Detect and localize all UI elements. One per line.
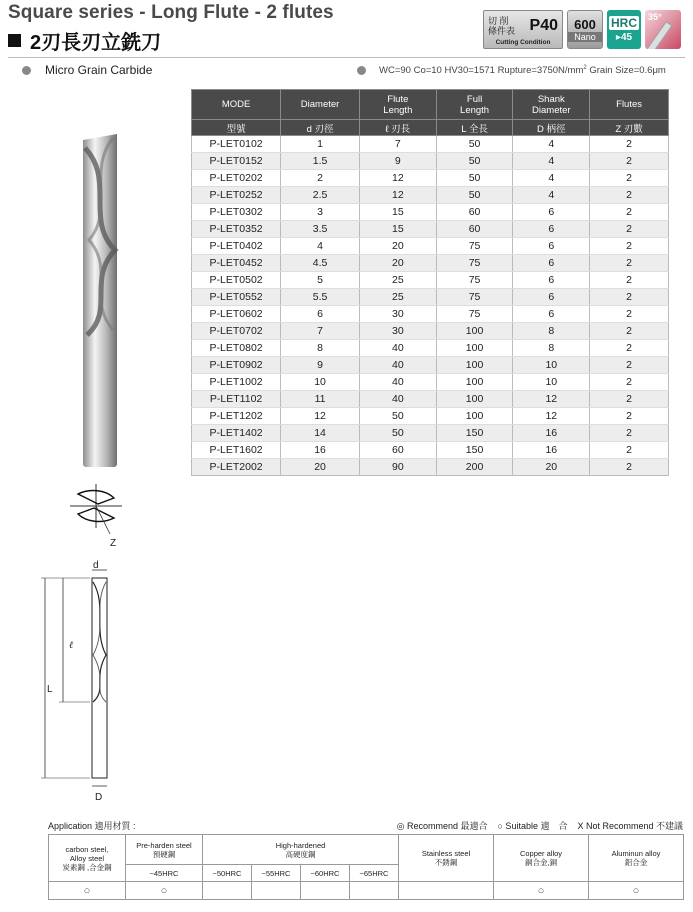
table-row [192, 459, 669, 476]
helix-angle-value: 35° [648, 12, 662, 22]
table-row [192, 442, 669, 459]
end-mill-photo [75, 130, 127, 470]
badge-group [483, 10, 681, 49]
table-cell: 20 [359, 238, 436, 255]
table-cell: P-LET0802 [192, 340, 281, 357]
hrc-label: HRC [611, 16, 637, 30]
app-hrc-65: ~65HRC [350, 865, 399, 882]
app-hrc-60: ~60HRC [301, 865, 350, 882]
helix-tool-icon [645, 21, 672, 49]
table-cell: P-LET0502 [192, 272, 281, 289]
table-cell: 4 [513, 187, 590, 204]
table-cell: 100 [436, 323, 513, 340]
table-cell: 100 [436, 357, 513, 374]
table-cell: 3.5 [281, 221, 360, 238]
table-cell: 200 [436, 459, 513, 476]
table-row [192, 204, 669, 221]
app-carbon-steel: carbon steel, Alloy steel 炭素鋼 ,合金鋼 [49, 835, 126, 882]
table-row [192, 170, 669, 187]
table-cell: 20 [359, 255, 436, 272]
column-header: Flute Length [359, 90, 436, 120]
table-cell: 75 [436, 238, 513, 255]
table-cell: 2 [590, 221, 669, 238]
L-label: L [47, 684, 53, 695]
table-row [192, 221, 669, 238]
table-cell: P-LET1602 [192, 442, 281, 459]
table-cell: 150 [436, 425, 513, 442]
legend-not-recommend: X Not Recommend 不建議 [577, 821, 683, 831]
app-preharden-hrc: ~45HRC [126, 865, 203, 882]
table-cell: 10 [281, 374, 360, 391]
table-cell: 2 [590, 204, 669, 221]
table-cell: 100 [436, 391, 513, 408]
table-cell: 4 [281, 238, 360, 255]
table-cell: 16 [281, 442, 360, 459]
table-cell: 2 [590, 289, 669, 306]
table-cell: P-LET0152 [192, 153, 281, 170]
spec-table [191, 89, 669, 476]
table-cell: 60 [359, 442, 436, 459]
rating-cell: ○ [494, 882, 589, 900]
column-header: Diameter [281, 90, 360, 120]
bullet-icon [357, 66, 366, 75]
table-row [192, 340, 669, 357]
table-cell: P-LET0302 [192, 204, 281, 221]
page-title-en: Square series - Long Flute - 2 flutes [8, 2, 334, 23]
table-cell: 14 [281, 425, 360, 442]
table-cell: 3 [281, 204, 360, 221]
table-cell: 7 [281, 323, 360, 340]
table-cell: 2 [590, 306, 669, 323]
column-header-zh: 型號 [192, 120, 281, 136]
table-cell: 25 [359, 272, 436, 289]
table-cell: 2 [590, 425, 669, 442]
table-cell: 12 [359, 187, 436, 204]
table-cell: 2 [590, 442, 669, 459]
table-cell: 2 [590, 136, 669, 153]
app-aluminum: Aluminun alloy 鋁合金 [589, 835, 684, 882]
table-cell: 4 [513, 136, 590, 153]
table-row [192, 391, 669, 408]
rating-cell [350, 882, 399, 900]
column-header-zh: d 刃徑 [281, 120, 360, 136]
table-cell: 2 [590, 391, 669, 408]
table-cell: 7 [359, 136, 436, 153]
table-cell: 11 [281, 391, 360, 408]
table-cell: 100 [436, 340, 513, 357]
table-cell: 8 [281, 340, 360, 357]
table-cell: 2.5 [281, 187, 360, 204]
table-cell: 50 [359, 408, 436, 425]
table-cell: 30 [359, 306, 436, 323]
legend-suitable: ○ Suitable 適 合 [497, 821, 568, 831]
table-cell: 40 [359, 357, 436, 374]
app-hrc-50: ~50HRC [203, 865, 252, 882]
app-stainless: Stainless steel 不銹鋼 [399, 835, 494, 882]
table-cell: 75 [436, 255, 513, 272]
table-cell: 8 [513, 340, 590, 357]
table-cell: 10 [513, 357, 590, 374]
table-cell: P-LET0902 [192, 357, 281, 374]
table-cell: P-LET1102 [192, 391, 281, 408]
table-cell: 16 [513, 425, 590, 442]
table-cell: P-LET0252 [192, 187, 281, 204]
table-cell: 50 [436, 153, 513, 170]
table-cell: 75 [436, 272, 513, 289]
table-cell: P-LET0102 [192, 136, 281, 153]
table-cell: 2 [590, 272, 669, 289]
table-row [192, 323, 669, 340]
table-cell: 20 [513, 459, 590, 476]
hrc-badge [607, 10, 641, 49]
table-cell: 15 [359, 204, 436, 221]
column-header: MODE [192, 90, 281, 120]
application-legend [397, 819, 683, 832]
table-cell: 12 [513, 408, 590, 425]
table-cell: 12 [513, 391, 590, 408]
table-cell: 40 [359, 391, 436, 408]
app-hrc-55: ~55HRC [252, 865, 301, 882]
table-cell: 60 [436, 204, 513, 221]
application-title: Application 適用材質 : [48, 821, 136, 831]
table-cell: 6 [513, 204, 590, 221]
table-cell: P-LET2002 [192, 459, 281, 476]
table-cell: 6 [281, 306, 360, 323]
title-bullet-icon [8, 34, 21, 47]
table-cell: 100 [436, 374, 513, 391]
column-header-zh: Z 刃數 [590, 120, 669, 136]
table-cell: P-LET0602 [192, 306, 281, 323]
rating-cell: ○ [49, 882, 126, 900]
table-cell: 75 [436, 289, 513, 306]
table-cell: 1.5 [281, 153, 360, 170]
helix-angle-badge [645, 10, 681, 49]
table-cell: 6 [513, 306, 590, 323]
table-row [192, 306, 669, 323]
table-cell: 2 [590, 459, 669, 476]
page-title-zh-text: 2刃長刃立銑刀 [30, 32, 162, 54]
rating-cell [203, 882, 252, 900]
table-cell: 2 [590, 255, 669, 272]
table-cell: P-LET1002 [192, 374, 281, 391]
table-cell: 50 [436, 170, 513, 187]
table-cell: 50 [436, 136, 513, 153]
end-view-diagram [70, 484, 130, 554]
z-label: Z [110, 538, 117, 549]
table-cell: 2 [590, 153, 669, 170]
table-row [192, 425, 669, 442]
material-name: Micro Grain Carbide [45, 63, 153, 77]
table-cell: 2 [590, 408, 669, 425]
table-cell: 6 [513, 255, 590, 272]
table-cell: P-LET1202 [192, 408, 281, 425]
page-title-zh [8, 26, 161, 55]
bullet-icon [22, 66, 31, 75]
column-header-zh: ℓ 刃長 [359, 120, 436, 136]
table-cell: 60 [436, 221, 513, 238]
table-cell: P-LET0202 [192, 170, 281, 187]
table-cell: 6 [513, 289, 590, 306]
table-cell: 2 [590, 323, 669, 340]
table-cell: 150 [436, 442, 513, 459]
rating-cell: ○ [589, 882, 684, 900]
table-cell: 2 [590, 340, 669, 357]
table-cell: 15 [359, 221, 436, 238]
table-cell: 4.5 [281, 255, 360, 272]
table-cell: P-LET0552 [192, 289, 281, 306]
application-header [48, 819, 683, 832]
rating-cell [301, 882, 350, 900]
table-cell: 4 [513, 170, 590, 187]
table-row [192, 136, 669, 153]
rating-cell [399, 882, 494, 900]
table-cell: 2 [590, 170, 669, 187]
table-cell: 2 [590, 374, 669, 391]
rating-cell: ○ [126, 882, 203, 900]
table-cell: 50 [436, 187, 513, 204]
table-cell: 75 [436, 306, 513, 323]
table-cell: 30 [359, 323, 436, 340]
table-cell: P-LET0452 [192, 255, 281, 272]
table-cell: 90 [359, 459, 436, 476]
table-row [192, 289, 669, 306]
table-cell: 4 [513, 153, 590, 170]
table-cell: 100 [436, 408, 513, 425]
table-row [192, 357, 669, 374]
table-row [192, 374, 669, 391]
table-row [192, 272, 669, 289]
table-cell: 9 [281, 357, 360, 374]
dimension-drawing [35, 560, 125, 805]
table-cell: 2 [590, 357, 669, 374]
D-label: D [95, 792, 103, 803]
table-cell: 2 [281, 170, 360, 187]
table-cell: 12 [281, 408, 360, 425]
table-cell: 2 [590, 238, 669, 255]
column-header: Flutes [590, 90, 669, 120]
table-row [192, 238, 669, 255]
table-row [192, 187, 669, 204]
cutting-label: 切 削 條件表 [488, 16, 516, 36]
table-row [192, 153, 669, 170]
app-preharden-steel: Pre-harden steel 預硬鋼 [126, 835, 203, 865]
column-header: Full Length [436, 90, 513, 120]
table-cell: P-LET0702 [192, 323, 281, 340]
legend-recommend: ◎ Recommend 最適合 [396, 821, 488, 831]
column-header: Shank Diameter [513, 90, 590, 120]
material-spec-line [357, 65, 666, 76]
table-cell: 50 [359, 425, 436, 442]
nano-coating-badge [567, 10, 603, 49]
table-cell: 5 [281, 272, 360, 289]
table-row [192, 408, 669, 425]
table-cell: 8 [513, 323, 590, 340]
cutting-condition-badge[interactable] [483, 10, 563, 49]
table-cell: 2 [590, 187, 669, 204]
table-cell: P-LET1402 [192, 425, 281, 442]
cutting-condition-text: Cutting Condition [495, 39, 551, 46]
table-cell: 16 [513, 442, 590, 459]
hrc-value: ▸45 [615, 32, 633, 43]
header-divider [8, 57, 685, 58]
column-header-zh: L 全長 [436, 120, 513, 136]
table-cell: 9 [359, 153, 436, 170]
material-line [22, 63, 152, 77]
grade-label: P40 [529, 17, 558, 34]
table-cell: 6 [513, 272, 590, 289]
table-cell: 1 [281, 136, 360, 153]
material-spec: WC=90 Co=10 HV30=1571 $Rupture=3750N/mm^2$ Grain Size=0.6μm [379, 65, 666, 77]
d-label: d [93, 560, 99, 571]
table-cell: P-LET0352 [192, 221, 281, 238]
table-cell: 40 [359, 374, 436, 391]
table-cell: 25 [359, 289, 436, 306]
table-cell: 6 [513, 221, 590, 238]
table-cell: 12 [359, 170, 436, 187]
hardness-value: 600 [574, 17, 596, 32]
table-cell: P-LET0402 [192, 238, 281, 255]
table-cell: 5.5 [281, 289, 360, 306]
app-high-hardened: High-hardened 高硬度鋼 [203, 835, 399, 865]
flute-length-label: ℓ [69, 640, 74, 651]
app-copper: Copper alloy 銅合金,銅 [494, 835, 589, 882]
table-cell: 40 [359, 340, 436, 357]
table-cell: 6 [513, 238, 590, 255]
column-header-zh: D 柄徑 [513, 120, 590, 136]
coating-label: Nano [568, 32, 602, 42]
table-row [192, 255, 669, 272]
table-cell: 10 [513, 374, 590, 391]
application-table [48, 834, 684, 900]
table-cell: 20 [281, 459, 360, 476]
rating-cell [252, 882, 301, 900]
